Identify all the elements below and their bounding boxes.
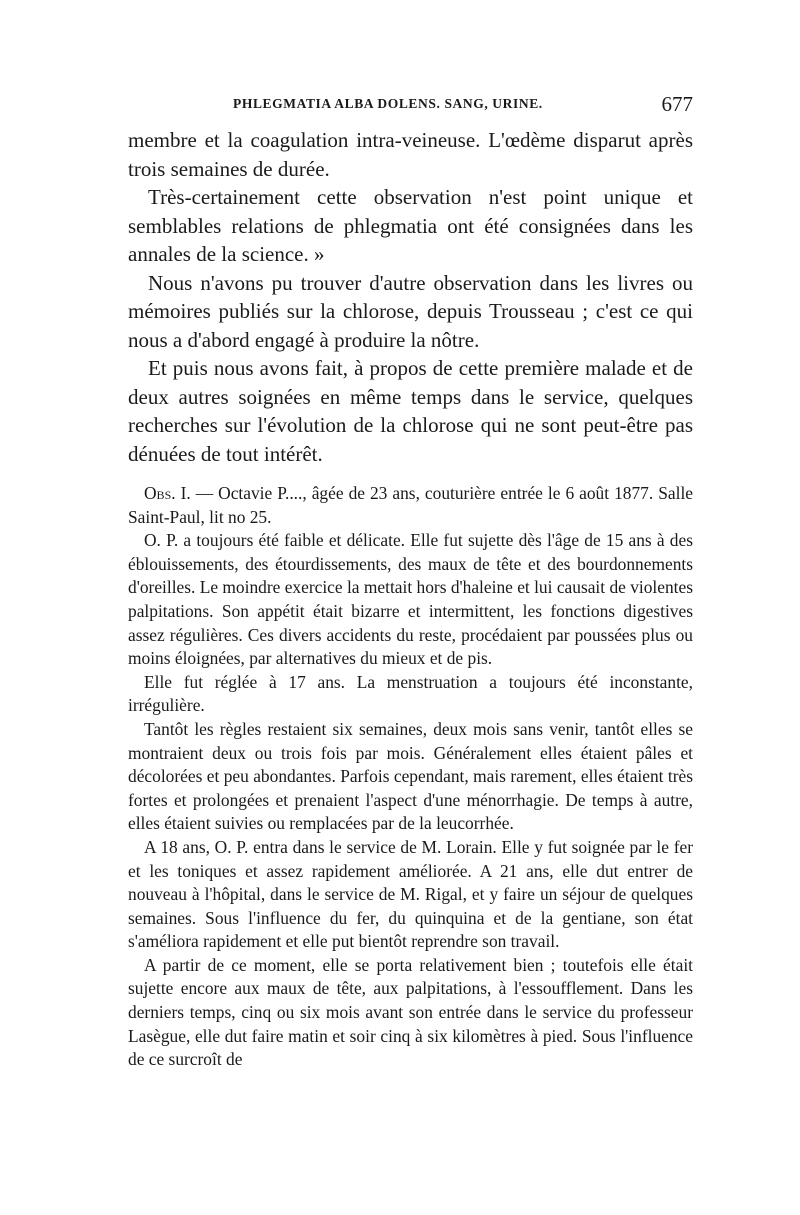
page-header: [128, 92, 693, 124]
running-head: PHLEGMATIA ALBA DOLENS. SANG, URINE.: [233, 96, 543, 111]
paragraph: Et puis nous avons fait, à propos de cette première malade et de deux autres soignées en même temps dans le service, quelques recherches sur l'évolution de la chlorose qui ne sont peut-être pas dénuées de tout intérêt.: [128, 356, 693, 466]
paragraph: Très-certainement cette observation n'est point unique et semblables relations de phlegmatia ont été consignées dans les annales de la science. »: [128, 185, 693, 266]
observation-label: Obs. I.: [144, 483, 191, 503]
observation-heading: [128, 482, 693, 529]
paragraph: membre et la coagulation intra-veineuse. L'œdème disparut après trois semaines de durée.: [128, 128, 693, 181]
paragraph: Elle fut réglée à 17 ans. La menstruation a toujours été inconstante, irrégulière.: [128, 671, 693, 716]
paragraph: A 18 ans, O. P. entra dans le service de M. Lorain. Elle y fut soignée par le fer et les toniques et assez rapidement améliorée. A 21 ans, elle dut entrer de nouveau à l'hôpital, dans le service de M. Rigal, et y faire un séjour de quelques semaines. Sous l'influence du fer, du quinquina et de la gentiane, son état s'améliora rapidement et elle put bientôt reprendre son travail.: [128, 836, 693, 952]
observation-intro: — Octavie P...., âgée de 23 ans, couturière entrée le 6 août 1877. Salle Saint-Paul, lit no 25.: [128, 483, 693, 527]
paragraph: O. P. a toujours été faible et délicate. Elle fut sujette dès l'âge de 15 ans à des éblouissements, des étourdissements, des maux de tête et des bourdonnements d'oreilles. Le moindre exercice la mettait hors d'haleine et lui causait de violentes palpitations. Son appétit était bizarre et intermittent, les fonctions digestives assez régulières. Ces divers accidents du reste, procédaient par poussées plus ou moins éloignées, par alternatives du mieux et de pis.: [128, 530, 693, 669]
page-number: 677: [661, 92, 693, 116]
main-text: [128, 126, 693, 468]
paragraph: Nous n'avons pu trouver d'autre observation dans les livres ou mémoires publiés sur la chlorose, depuis Trousseau ; c'est ce qui nous a d'abord engagé à produire la nôtre.: [128, 270, 693, 352]
paragraph: A partir de ce moment, elle se porta relativement bien ; toutefois elle était sujette encore aux maux de tête, aux palpitations, à l'essoufflement. Dans les derniers temps, cinq ou six mois avant son entrée dans le service du professeur Lasègue, elle dut faire matin et soir cinq à six kilomètres à pied. Sous l'influence de ce surcroît de: [128, 954, 693, 1070]
observation-section: [128, 482, 693, 1072]
paragraph: Tantôt les règles restaient six semaines, deux mois sans venir, tantôt elles se montraient deux ou trois fois par mois. Généralement elles étaient pâles et décolorées et peu abondantes. Parfois cependant, mais rarement, elles étaient très fortes et prolongées et prenaient l'aspect d'une ménorrhagie. De temps à autre, elles étaient suivies ou remplacées par de la leucorrhée.: [128, 718, 693, 834]
